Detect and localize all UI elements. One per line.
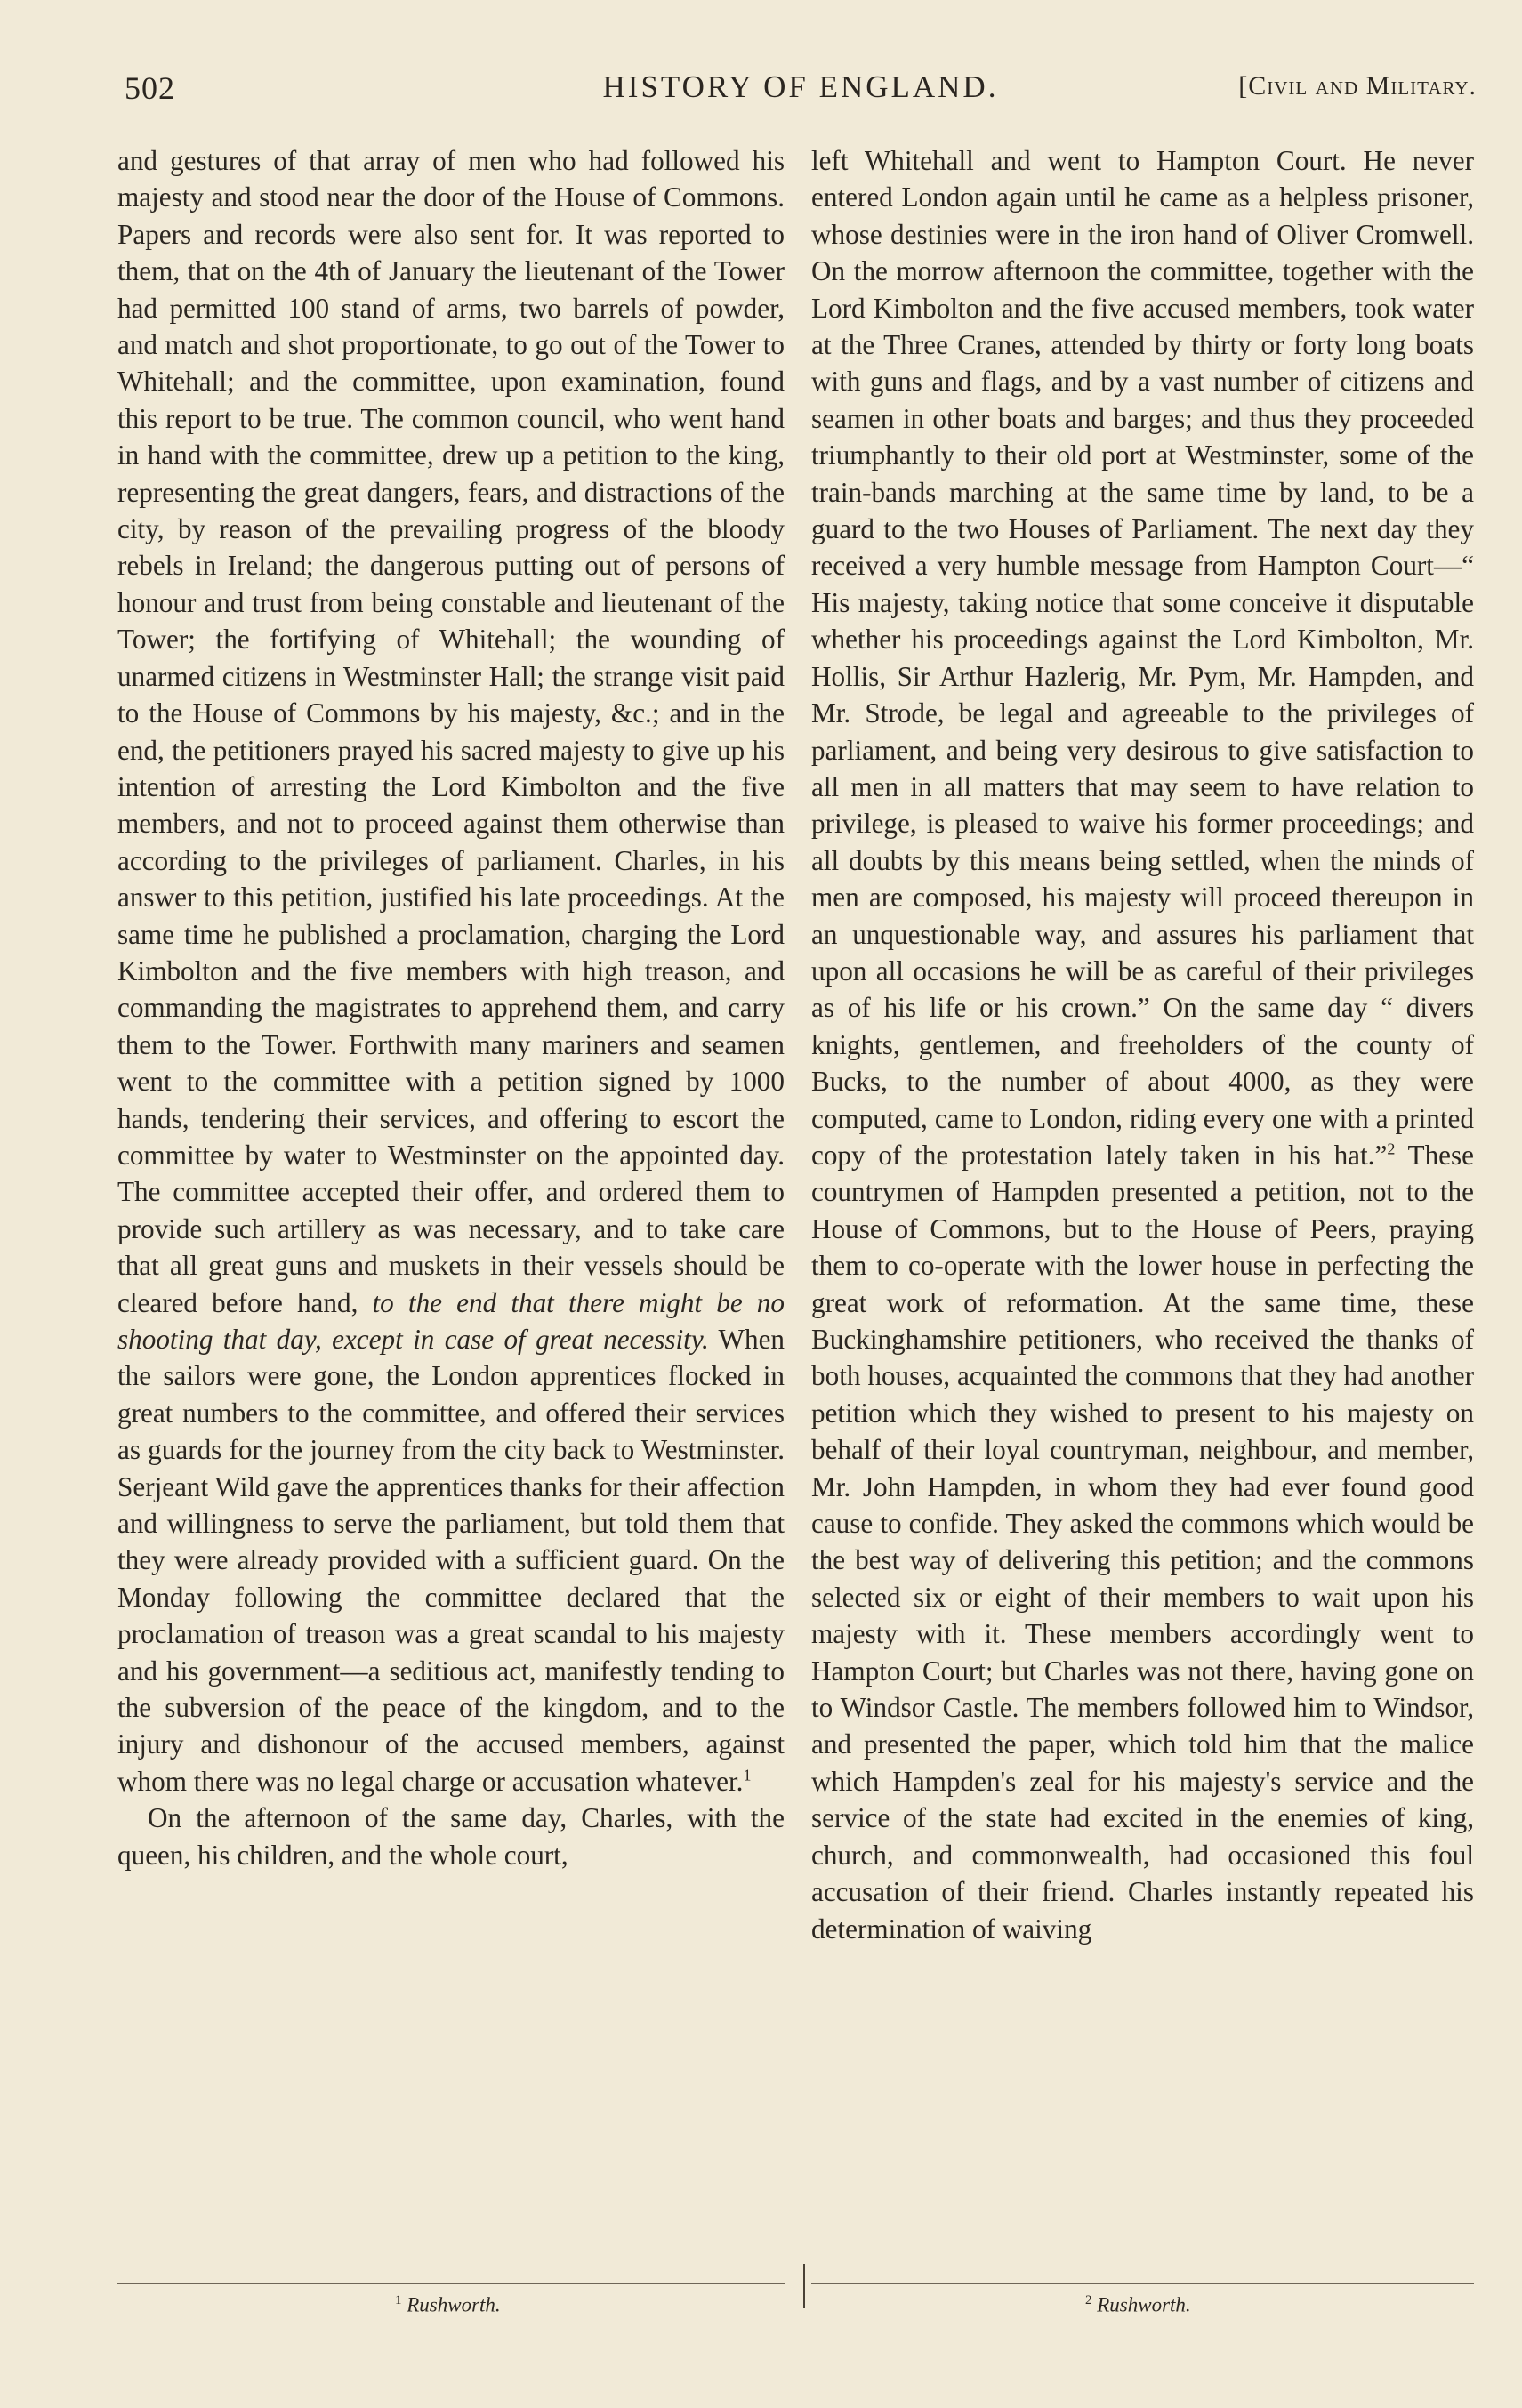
left-paragraph-1-text: and gestures of that array of men who had followed his majesty and stood near the door of the House of Commons. Papers and records were also sent for. It was reported to them, that on the 4th of January the lieutenant of the Tower had permitted 100 stand of arms, two barrels of powder, and match and shot proportionate, to go out of the Tower to Whitehall; and the committee, upon examination, found this report to be true. The common council, who went hand in hand with the committee, drew up a petition to the king, representing the great dangers, fears, and distractions of the city, by reason of the prevailing progress of the bloody rebels in Ireland; the dangerous putting out of persons of honour and trust from being constable and lieutenant of the Tower; the fortifying of Whitehall; the wounding of unarmed citizens in Westminster Hall; the strange visit paid to the House of Commons by his majesty, &c.; and in the end, the petitioners prayed his sacred majesty to give up his intention of arresting the Lord Kimbolton and the five members, and not to proceed against them otherwise than according to the privileges of parliament. Charles, in his answer to this petition, justified his late proceedings. At the same time he published a proclamation, charging the Lord Kimbolton and the five members with high treason, and commanding the magistrates to apprehend them, and carry them to the Tower. Forthwith many mariners and seamen went to the committee with a petition signed by 1000 hands, tendering their services, and offering to escort the committee by water to Westminster on the appointed day. The committee accepted their offer, and ordered them to provide such artillery as was necessary, and to take care that all great guns and muskets in their vessels should be cleared before hand, <box>117 145 785 1318</box>
left-paragraph-2: On the afternoon of the same day, Charles, with the queen, his children, and the whole court, <box>117 1802 785 1871</box>
footnote-2 <box>1085 2293 1191 2317</box>
footnote-2-source: Rushworth. <box>1097 2293 1191 2316</box>
section-label: [Civil and Military. <box>1238 71 1477 101</box>
footnote-1 <box>395 2293 501 2317</box>
footnote-1-source: Rushworth. <box>407 2293 501 2316</box>
page-header <box>125 69 1477 114</box>
footnote-rule-left <box>117 2283 785 2284</box>
footnote-ref-2[interactable]: 2 <box>1387 1140 1396 1158</box>
footnote-2-number: 2 <box>1085 2293 1092 2307</box>
footnote-1-number: 1 <box>395 2293 402 2307</box>
left-column <box>117 142 785 1873</box>
footnote-divider-tick <box>803 2264 805 2308</box>
left-paragraph-1 <box>117 142 785 1800</box>
left-paragraph-1-text-cont: When the sailors were gone, the London apprentices flocked in great numbers to the committee, and offered their services as guards for the journey from the city back to Westminster. Serjeant Wild gave the apprentices thanks for their affection and willingness to serve the parliament, but told them that they were already provided with a sufficient guard. On the Monday following the committee declared that the proclamation of treason was a great scandal to his majesty and his government—a seditious act, manifestly tending to the subversion of the peace of the kingdom, and to the injury and dishonour of the accused members, against whom there was no legal charge or accusation whatever. <box>117 1324 785 1797</box>
footnote-ref-1[interactable]: 1 <box>743 1766 752 1784</box>
right-paragraph-1-text: left Whitehall and went to Hampton Court. He never entered London again until he came as a helpless prisoner, whose destinies were in the iron hand of Oliver Cromwell. On the morrow afternoon the committee, together with the Lord Kimbolton and the five accused members, took water at the Three Cranes, attended by thirty or forty long boats with guns and flags, and by a vast number of citizens and seamen in other boats and barges; and thus they proceeded triumphantly to their old port at Westminster, some of the train-bands marching at the same time by land, to be a guard to the two Houses of Parliament. The next day they received a very humble message from Hampton Court—“ His majesty, taking notice that some conceive it disputable whether his proceedings against the Lord Kimbolton, Mr. Hollis, Sir Arthur Hazlerig, Mr. Pym, Mr. Hampden, and Mr. Strode, be legal and agreeable to the privileges of parliament, and being very desirous to give satisfaction to all men in all matters that may seem to have relation to privilege, is pleased to waive his former proceedings; and all doubts by this means being settled, when the minds of men are composed, his majesty will proceed thereupon in an unquestionable way, and assures his parliament that upon all occasions he will be as careful of their privileges as of his life or his crown.” On the same day “ divers knights, gentlemen, and freeholders of the county of Bucks, to the number of about 4000, as they were computed, came to London, riding every one with a printed copy of the protestation lately taken in his hat.” <box>811 145 1474 1171</box>
footnote-rule-right <box>811 2283 1474 2284</box>
right-column <box>811 142 1474 1947</box>
left-paragraph-1-italic: to the end that there might be no shooting that day, except in case of great necessity. <box>117 1286 785 1355</box>
running-title: HISTORY OF ENGLAND. <box>602 69 999 104</box>
right-paragraph-1 <box>811 142 1474 1947</box>
page-number: 502 <box>125 70 175 106</box>
right-paragraph-1-text-cont: These countrymen of Hampden presented a petition, not to the House of Commons, but to the House of Peers, praying them to co-operate with the lower house in perfecting the great work of reformation. At the same time, these Buckinghamshire petitioners, who received the thanks of both houses, acquainted the commons that they had another petition which they wished to present to his majesty on behalf of their loyal countryman, neighbour, and member, Mr. John Hampden, in whom they had ever found good cause to confide. They asked the commons which would be the best way of delivering this petition; and the commons selected six or eight of their members to wait upon his majesty with it. These members accordingly went to Hampton Court; but Charles was not there, having gone on to Windsor Castle. The members followed him to Windsor, and presented the paper, which told him that the malice which Hampden's zeal for his majesty's service and the service of the state had excited in the enemies of king, church, and commonwealth, had occasioned this foul accusation of their friend. Charles instantly repeated his determination of waiving <box>811 1139 1475 1945</box>
